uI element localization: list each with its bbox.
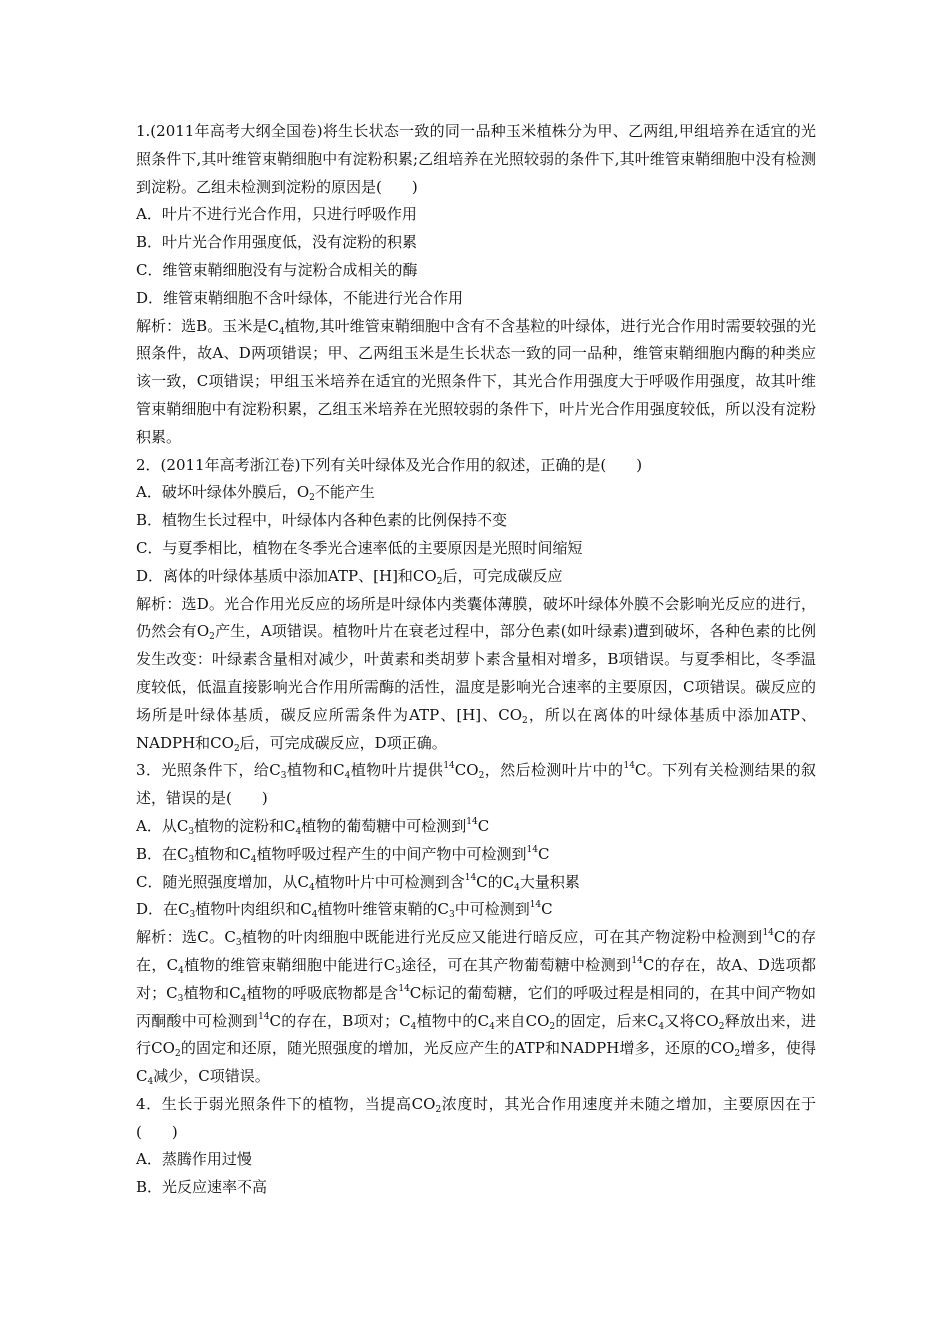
question-4-stem: 4．生长于弱光照条件下的植物，当提高$CO_2$浓度时，其光合作用速度并未随之增加，主要原因在于( ) [136,1094,816,1141]
question-1-explanation: 解析：选B。玉米是$C_4$植物,其叶维管束鞘细胞中含有不含基粒的叶绿体，进行光合作用时需要较强的光照条件，故A、D两项错误；甲、乙两组玉米是生长状态一致的同一品种，维管束鞘细胞内酶的种类应该一致，C项错误；甲组玉米培养在适宜的光照条件下，其光合作用强度大于呼吸作用强度，故其叶维管束鞘细胞中有淀粉积累，乙组玉米培养在光照较弱的条件下，叶片光合作用强度较低，所以没有淀粉积累。 [136,316,816,446]
question-2-option-d: D．离体的叶绿体基质中添加ATP、[H]和$CO_2$后，可完成碳反应 [136,566,563,587]
question-3-stem: 3．光照条件下，给$C_3$植物和$C_4$植物叶片提供$^{14}CO_2$，然后检测叶片中的$^{14}$C。下列有关检测结果的叙述，错误的是( ) [136,761,816,808]
question-2-stem: 2．(2011年高考浙江卷)下列有关叶绿体及光合作用的叙述，正确的是( ) [136,455,643,474]
document-page [136,118,816,1202]
question-1-option-a: A．叶片不进行光合作用，只进行呼吸作用 [136,205,417,224]
question-3-option-b: B．在$C_3$植物和$C_4$植物呼吸过程产生的中间产物中可检测到$^{14}$C [136,844,550,865]
question-4-option-a: A．蒸腾作用过慢 [136,1150,252,1169]
question-2-option-b: B．植物生长过程中，叶绿体内各种色素的比例保持不变 [136,511,508,530]
question-3-option-c: C．随光照强度增加，从$C_4$植物叶片中可检测到含$^{14}$C的$C_4$大量积累 [136,872,580,893]
question-4-option-b: B．光反应速率不高 [136,1178,268,1197]
question-2-explanation: 解析：选D。光合作用光反应的场所是叶绿体内类囊体薄膜，破坏叶绿体外膜不会影响光反应的进行，仍然会有$O_2$产生，A项错误。植物叶片在衰老过程中，部分色素(如叶绿素)遭到破坏，各种色素的比例发生改变：叶绿素含量相对减少，叶黄素和类胡萝卜素含量相对增多，B项错误。与夏季相比，冬季温度较低，低温直接影响光合作用所需酶的活性，温度是影响光合速率的主要原因，C项错误。碳反应的场所是叶绿体基质，碳反应所需条件为ATP、[H]、$CO_2$，所以在离体的叶绿体基质中添加ATP、NADPH和$CO_2$后，可完成碳反应，D项正确。 [136,594,816,754]
question-1-stem: 1.(2011年高考大纲全国卷)将生长状态一致的同一品种玉米植株分为甲、乙两组,甲组培养在适宜的光照条件下,其叶维管束鞘细胞中有淀粉积累;乙组培养在光照较弱的条件下,其叶维管束鞘细胞中没有检测到淀粉。乙组未检测到淀粉的原因是( ) [136,122,816,196]
question-3-explanation: 解析：选C。$C_3$植物的叶肉细胞中既能进行光反应又能进行暗反应，可在其产物淀粉中检测到$^{14}$C的存在，$C_4$植物的维管束鞘细胞中能进行$C_3$途径，可在其产物葡萄糖中检测到$^{14}$C的存在，故A、D选项都对；$C_3$植物和$C_4$植物的呼吸底物都是含$^{14}$C标记的葡萄糖，它们的呼吸过程是相同的，在其中间产物如丙酮酸中可检测到$^{14}$C的存在，B项对；$C_4$植物中的$C_4$来自$CO_2$的固定，后来$C_4$又将$CO_2$释放出来，进行$CO_2$的固定和还原，随光照强度的增加，光反应产生的ATP和NADPH增多，还原的$CO_2$增多，使得$C_4$减少，C项错误。 [136,928,817,1088]
question-3-option-a: A．从$C_3$植物的淀粉和$C_4$植物的葡萄糖中可检测到$^{14}$C [136,816,490,837]
question-1-option-d: D．维管束鞘细胞不含叶绿体，不能进行光合作用 [136,288,464,307]
question-1-option-c: C．维管束鞘细胞没有与淀粉合成相关的酶 [136,260,418,279]
question-2-option-a: A．破坏叶绿体外膜后，$O_2$不能产生 [136,483,375,504]
question-3-option-d: D．在$C_3$植物叶肉组织和$C_4$植物叶维管束鞘的$C_3$中可检测到$^{14}$C [136,900,553,921]
question-2-option-c: C．与夏季相比，植物在冬季光合速率低的主要原因是光照时间缩短 [136,538,583,557]
question-1-option-b: B．叶片光合作用强度低，没有淀粉的积累 [136,233,418,252]
